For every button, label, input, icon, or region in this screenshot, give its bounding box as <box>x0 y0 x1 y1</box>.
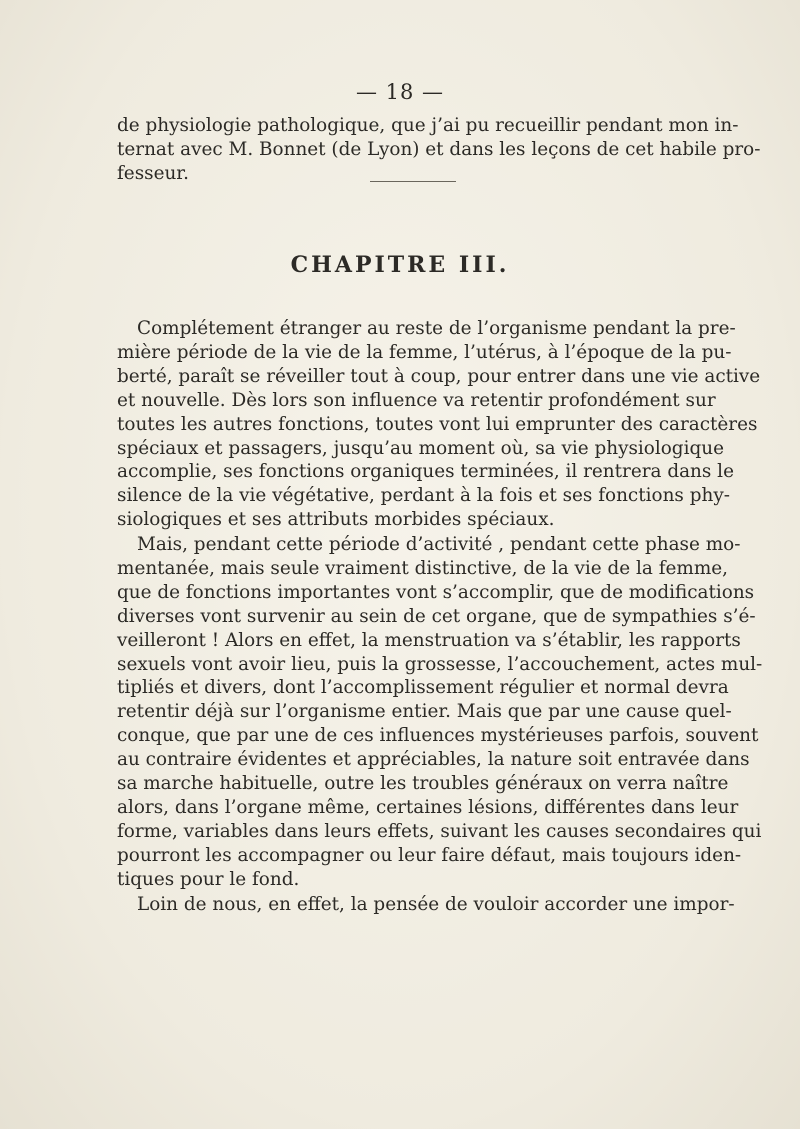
text-line: retentir déjà sur l’organisme entier. Mais que par une cause quel- <box>117 701 732 723</box>
text-line: forme, variables dans leurs effets, suivant les causes secondaires qui <box>117 820 762 842</box>
text-line: et nouvelle. Dès lors son influence va retentir profondément sur <box>117 389 716 411</box>
text-line: mentanée, mais seule vraiment distinctive, de la vie de la femme, <box>117 557 729 579</box>
page-number: — 18 — <box>355 80 445 104</box>
text-line: Mais, pendant cette période d’activité , pendant cette phase mo- <box>137 534 741 555</box>
text-line: fesseur. <box>117 162 189 184</box>
text-line: alors, dans l’organe même, certaines lésions, différentes dans leur <box>117 796 739 818</box>
paragraph-1 <box>117 317 761 532</box>
chapter-title: CHAPITRE III. <box>290 252 510 278</box>
text-line: sexuels vont avoir lieu, puis la grossesse, l’accouchement, actes mul- <box>117 653 763 675</box>
text-line: spéciaux et passagers, jusqu’au moment où, sa vie physiologique <box>117 437 724 459</box>
section-divider <box>370 181 456 182</box>
text-line: mière période de la vie de la femme, l’utérus, à l’époque de la pu- <box>117 341 732 363</box>
intro-paragraph <box>117 114 761 186</box>
text-line: siologiques et ses attributs morbides spéciaux. <box>117 509 555 531</box>
text-line: tipliés et divers, dont l’accomplissement régulier et normal devra <box>117 677 729 699</box>
text-line: diverses vont survenir au sein de cet organe, que de sympathies s’é- <box>117 605 756 627</box>
text-line: Complétement étranger au reste de l’organisme pendant la pre- <box>137 318 736 339</box>
text-line: de physiologie pathologique, que j’ai pu recueillir pendant mon in- <box>117 115 739 136</box>
text-line: au contraire évidentes et appréciables, la nature soit entravée dans <box>117 749 750 771</box>
paragraph-2 <box>117 533 763 892</box>
text-line: sa marche habituelle, outre les troubles généraux on verra naître <box>117 773 729 795</box>
text-line: Loin de nous, en effet, la pensée de vouloir accorder une impor- <box>137 894 735 915</box>
text-line: silence de la vie végétative, perdant à la fois et ses fonctions phy- <box>117 485 730 507</box>
text-line: veilleront ! Alors en effet, la menstruation va s’établir, les rapports <box>117 629 741 651</box>
text-line: conque, que par une de ces influences mystérieuses parfois, souvent <box>117 725 759 747</box>
text-line: pourront les accompagner ou leur faire défaut, mais toujours iden- <box>117 844 742 866</box>
text-line: berté, paraît se réveiller tout à coup, pour entrer dans une vie active <box>117 365 761 387</box>
text-line: ternat avec M. Bonnet (de Lyon) et dans les leçons de cet habile pro- <box>117 138 761 160</box>
text-line: tiques pour le fond. <box>117 868 300 890</box>
text-line: que de fonctions importantes vont s’accomplir, que de modifications <box>117 581 755 603</box>
text-line: accomplie, ses fonctions organiques terminées, il rentrera dans le <box>117 461 734 483</box>
text-line: toutes les autres fonctions, toutes vont lui emprunter des caractères <box>117 413 758 435</box>
paragraph-3 <box>117 893 735 917</box>
